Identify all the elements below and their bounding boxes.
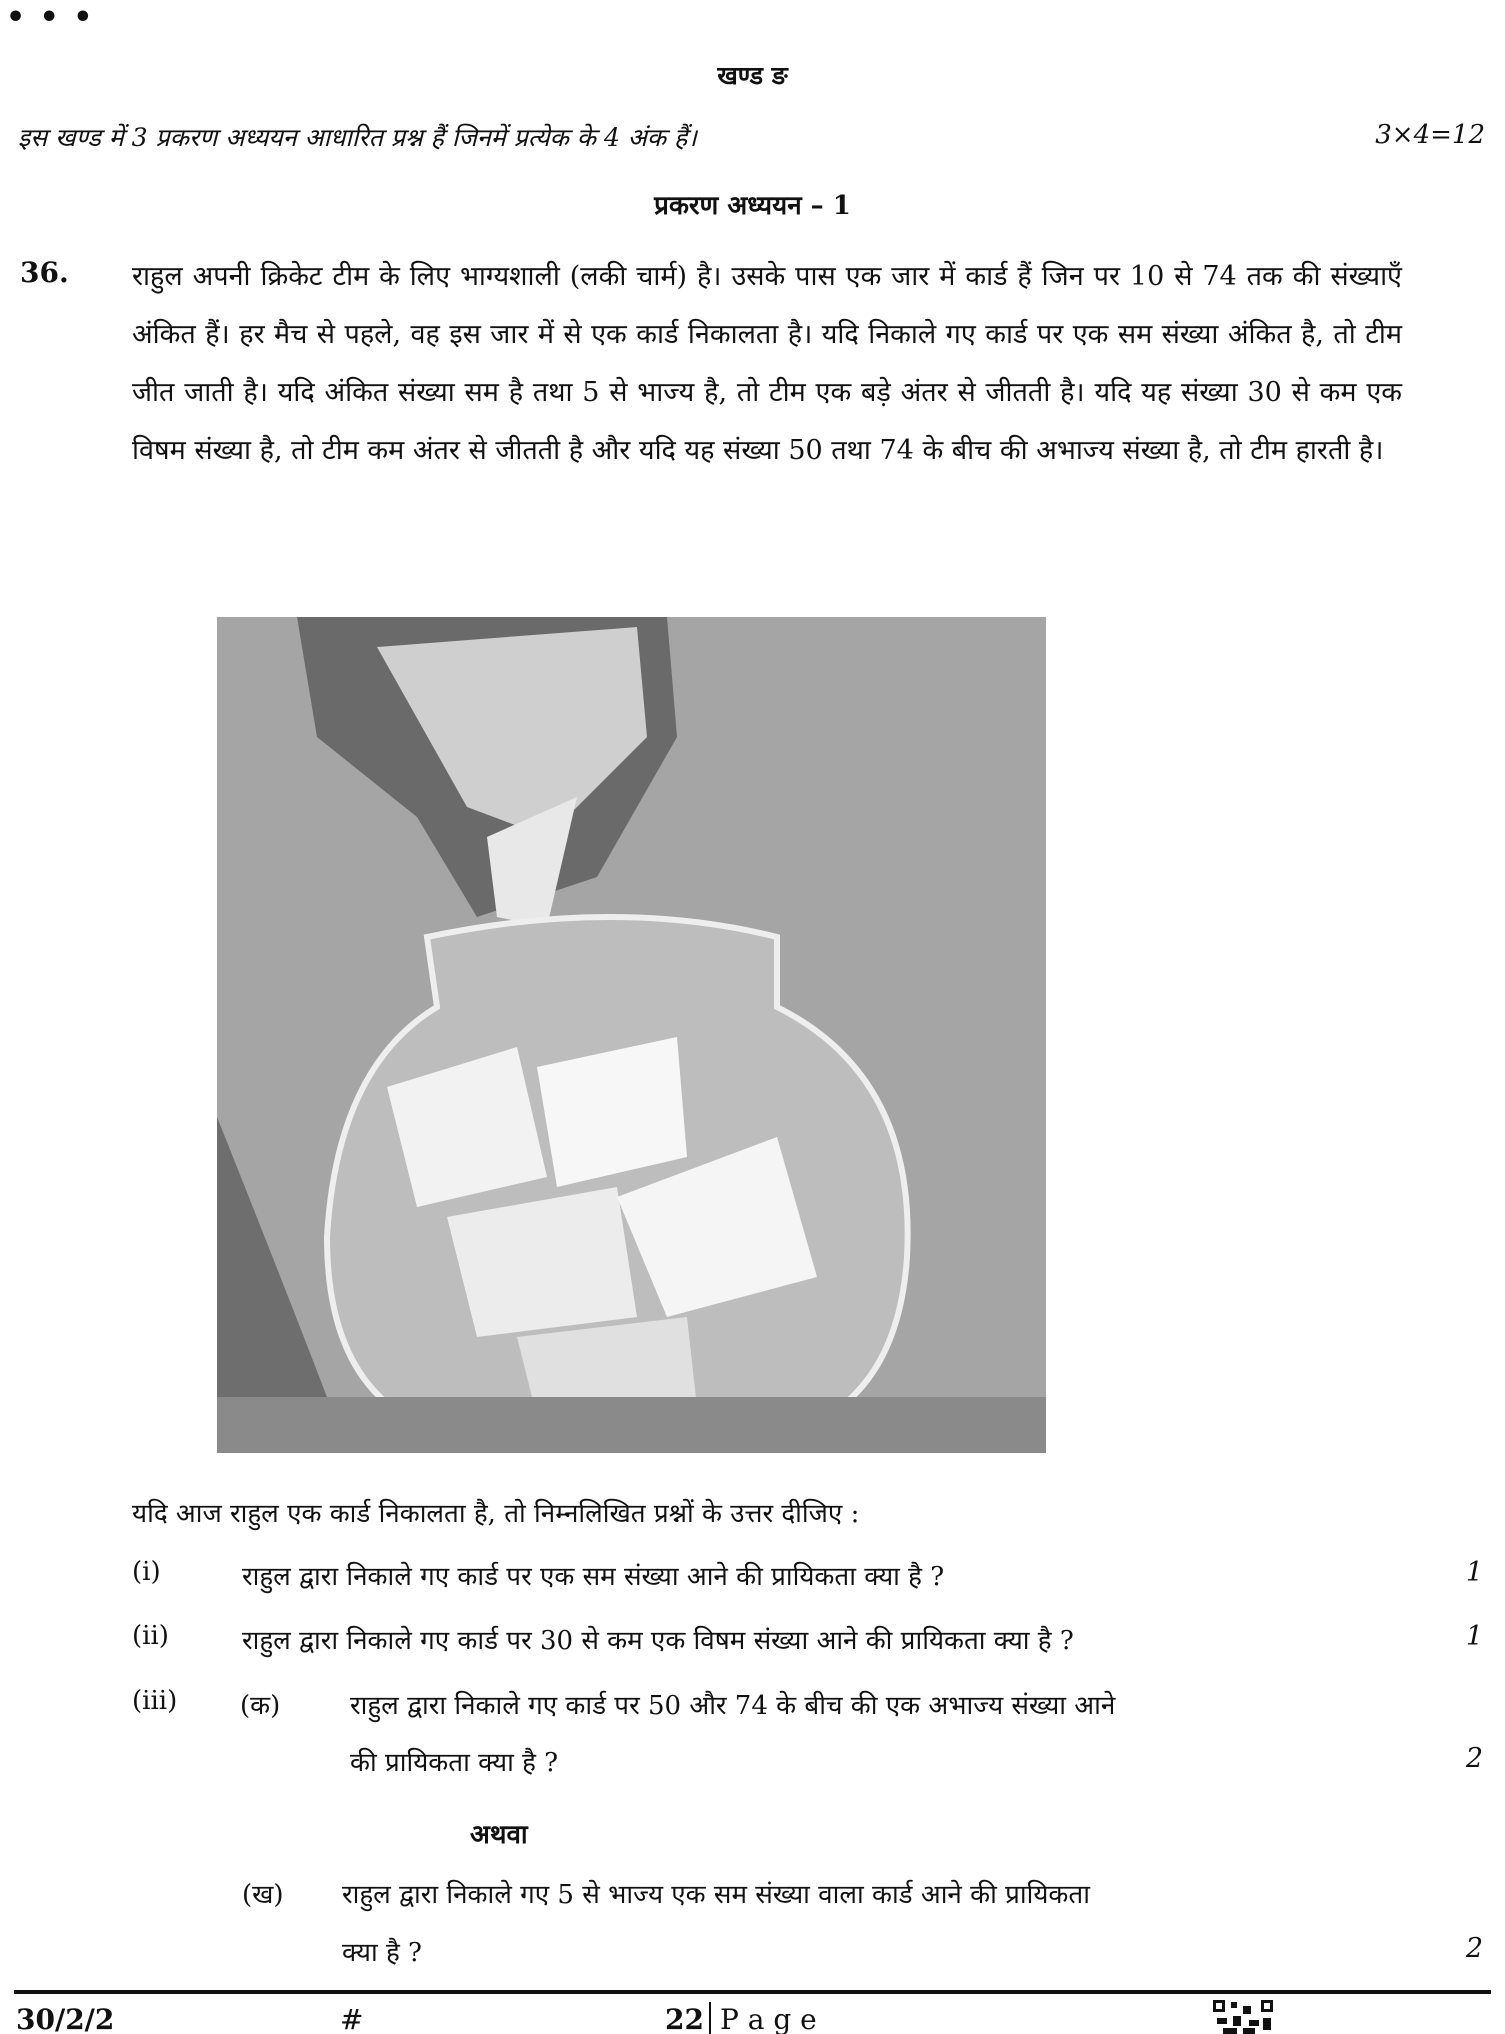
part-marks: 2	[1465, 1933, 1483, 1964]
part-text-cont: की प्रायिकता क्या है ?	[350, 1748, 559, 1778]
part-text-cont: क्या है ?	[342, 1938, 422, 1968]
paper-code: 30/2/2	[16, 2003, 115, 2034]
page-label: P a g e	[720, 2003, 817, 2034]
part-marks: 1	[1465, 1621, 1483, 1652]
question-prompt: यदि आज राहुल एक कार्ड निकालता है, तो निम्नलिखित प्रश्नों के उत्तर दीजिए :	[132, 1499, 860, 1529]
section-title: खण्ड ङ	[717, 61, 788, 90]
part-marks: 2	[1465, 1743, 1483, 1774]
page-divider	[709, 2002, 711, 2034]
or-label: अथवा	[470, 1820, 528, 1850]
section-intro: इस खण्ड में 3 प्रकरण अध्ययन आधारित प्रश्न हैं जिनमें प्रत्येक के 4 अंक हैं।	[18, 123, 697, 152]
sub-label: (क)	[240, 1691, 281, 1721]
case-study-title: प्रकरण अध्ययन – 1	[654, 191, 851, 221]
hash-mark: #	[340, 2003, 364, 2034]
part-text: राहुल द्वारा निकाले गए कार्ड पर 30 से कम एक विषम संख्या आने की प्रायिकता क्या है ?	[242, 1626, 1074, 1656]
jar-of-cards-image	[217, 617, 1046, 1453]
part-label: (ii)	[132, 1621, 169, 1651]
menu-dots-icon[interactable]: • • •	[6, 0, 95, 35]
part-label: (i)	[132, 1557, 161, 1587]
footer-rule	[14, 1990, 1491, 1994]
part-text: राहुल द्वारा निकाले गए कार्ड पर एक सम संख्या आने की प्रायिकता क्या है ?	[242, 1562, 945, 1592]
page-number: 22	[665, 2003, 704, 2034]
question-text: राहुल अपनी क्रिकेट टीम के लिए भाग्यशाली (लकी चार्म) है। उसके पास एक जार में कार्ड हैं जिन पर 10 से 74 तक की संख्याएँ अंकित हैं। हर मैच से पहले, वह इस जार में से एक कार्ड निकालता है। यदि निकाले गए कार्ड पर एक सम संख्या अंकित है, तो टीम जीत जाती है। यदि अंकित संख्या सम है तथा 5 से भाज्य है, तो टीम एक बड़े अंतर से जीतती है। यदि यह संख्या 30 से कम एक विषम संख्या है, तो टीम कम अंतर से जीतती है और यदि यह संख्या 50 तथा 74 के बीच की अभाज्य संख्या है, तो टीम हारती है।	[132, 261, 1402, 466]
question-number: 36.	[20, 256, 69, 289]
sub-label: (ख)	[242, 1880, 284, 1910]
section-marks: 3×4=12	[1375, 120, 1485, 150]
part-label: (iii)	[132, 1686, 178, 1716]
qr-code-icon	[1213, 2000, 1273, 2034]
part-text: राहुल द्वारा निकाले गए कार्ड पर 50 और 74 के बीच की एक अभाज्य संख्या आने	[350, 1691, 1116, 1721]
part-marks: 1	[1465, 1557, 1483, 1588]
part-text: राहुल द्वारा निकाले गए 5 से भाज्य एक सम संख्या वाला कार्ड आने की प्रायिकता	[342, 1880, 1090, 1910]
